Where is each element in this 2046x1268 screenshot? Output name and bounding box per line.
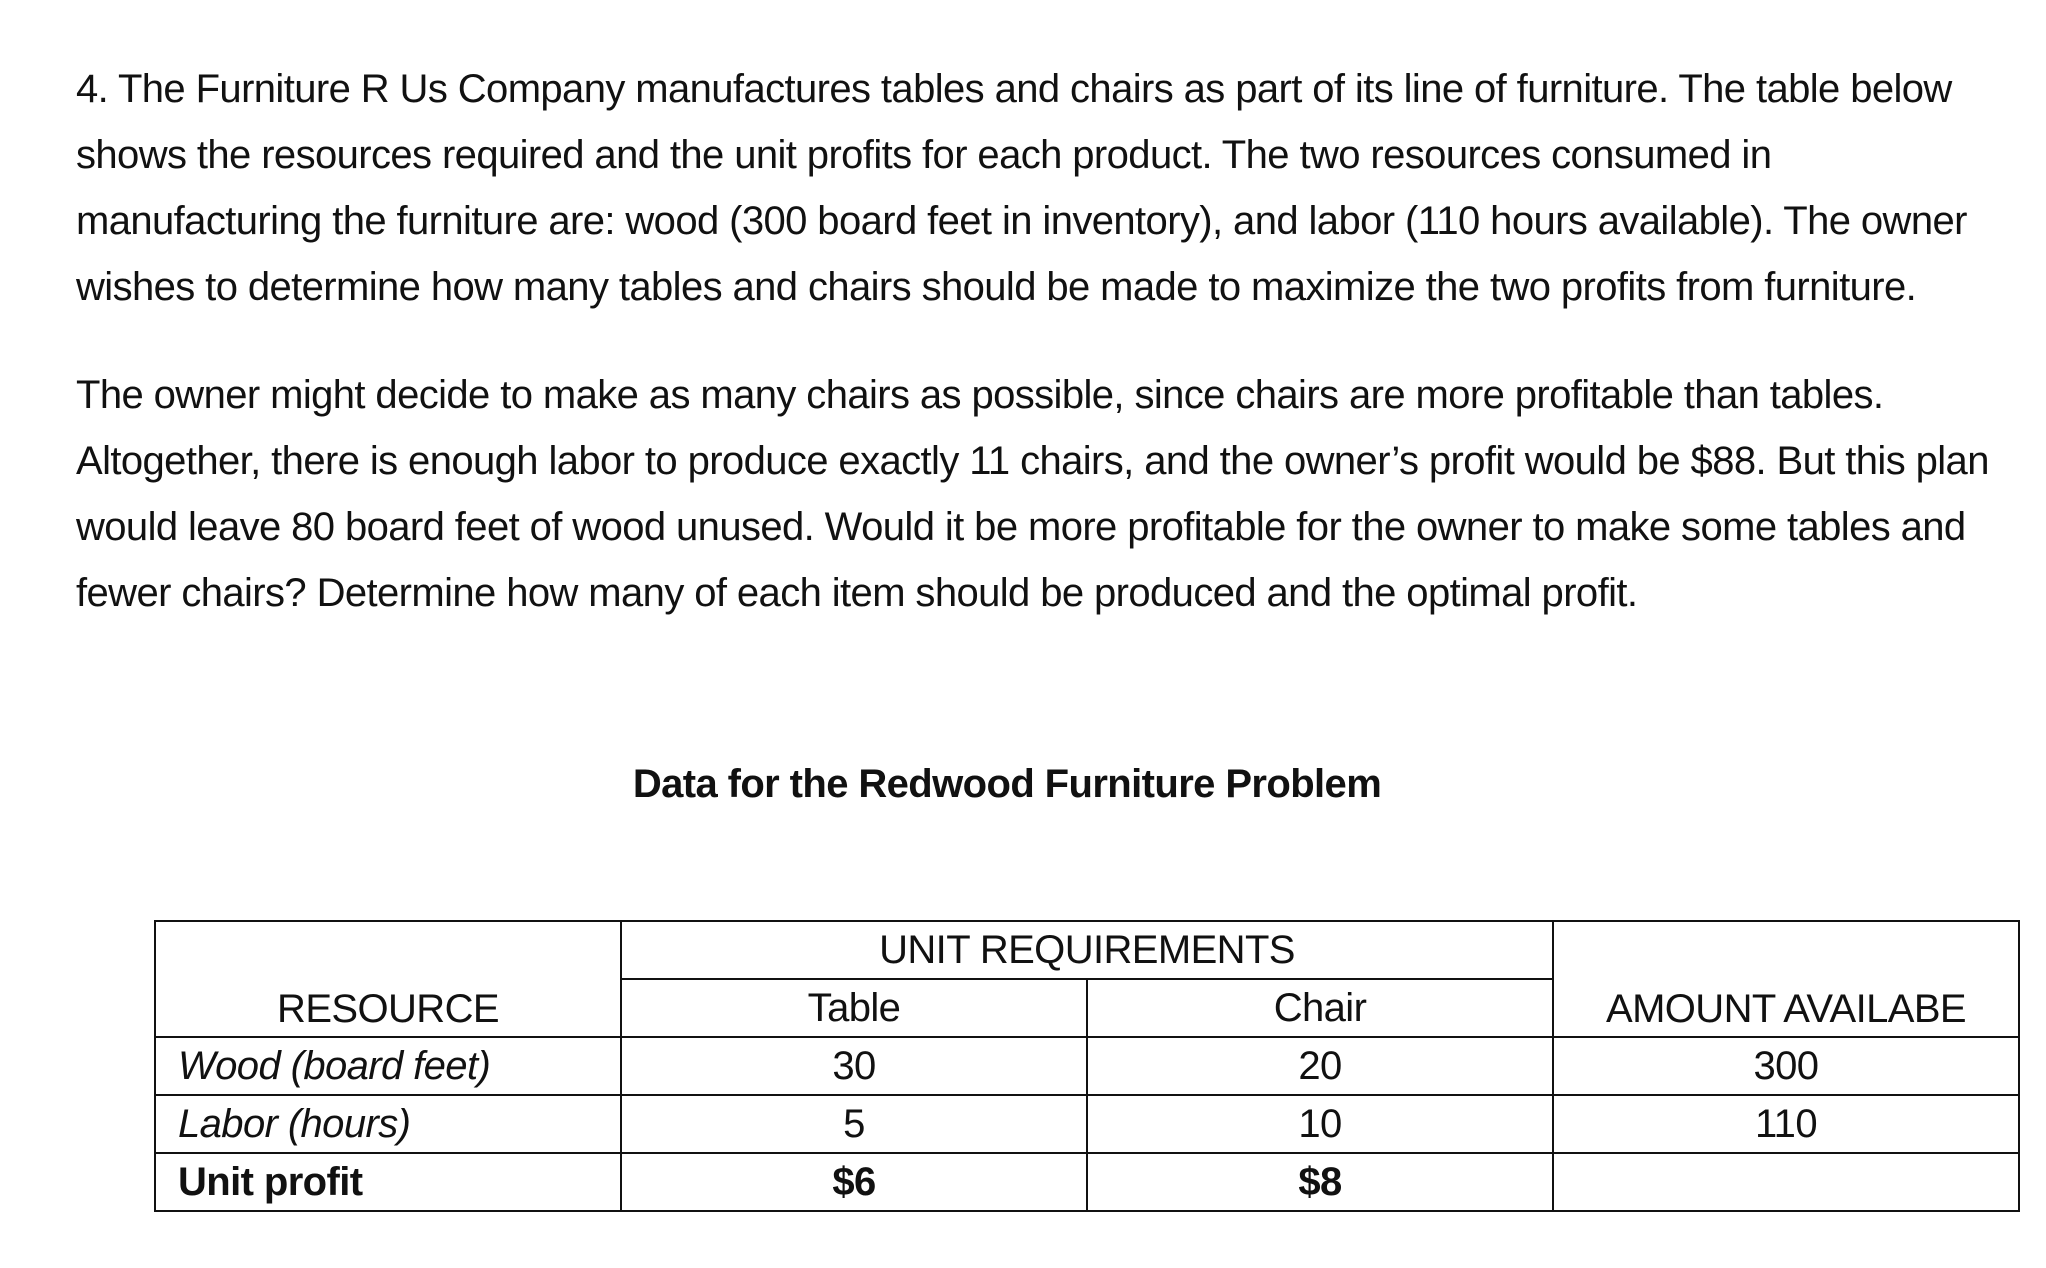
- cell-wood-chair: 20: [1087, 1037, 1553, 1095]
- table-header-row-1: [155, 921, 2019, 979]
- cell-labor-chair: 10: [1087, 1095, 1553, 1153]
- cell-wood-table: 30: [621, 1037, 1087, 1095]
- header-resource: RESOURCE: [155, 921, 621, 1037]
- cell-labor-table: 5: [621, 1095, 1087, 1153]
- table-row-labor: [155, 1095, 2019, 1153]
- problem-paragraph-2: The owner might decide to make as many chairs as possible, since chairs are more profitable than tables. Altogether, there is enough labor to produce exactly 11 chairs, and the owner’s profit would be $88. But this plan would leave 80 board feet of wood unused. Would it be more profitable for the owner to make some tables and fewer chairs? Determine how many of each item should be produced and the optimal profit.: [76, 373, 1989, 615]
- row-label-unit-profit: Unit profit: [155, 1153, 621, 1211]
- problem-paragraph-1: 4. The Furniture R Us Company manufactures tables and chairs as part of its line of furniture. The table below shows the resources required and the unit profits for each product. The two resources consumed in manufacturing the furniture are: wood (300 board feet in inventory), and labor (110 hours available). The owner wishes to determine how many tables and chairs should be made to maximize the two profits from furniture.: [76, 67, 1967, 309]
- cell-profit-table: $6: [621, 1153, 1087, 1211]
- cell-labor-amount: 110: [1553, 1095, 2019, 1153]
- header-chair: Chair: [1087, 979, 1553, 1037]
- cell-profit-chair: $8: [1087, 1153, 1553, 1211]
- table-title: Data for the Redwood Furniture Problem: [632, 762, 1382, 806]
- table-row-unit-profit: [155, 1153, 2019, 1211]
- header-unit-requirements: UNIT REQUIREMENTS: [621, 921, 1553, 979]
- row-label-wood: Wood (board feet): [155, 1037, 621, 1095]
- header-amount-available: AMOUNT AVAILABE: [1553, 921, 2019, 1037]
- document-page: [76, 56, 2016, 626]
- cell-wood-amount: 300: [1553, 1037, 2019, 1095]
- table-row-wood: [155, 1037, 2019, 1095]
- row-label-labor: Labor (hours): [155, 1095, 621, 1153]
- header-table: Table: [621, 979, 1087, 1037]
- furniture-data-table: [154, 920, 2020, 1212]
- cell-profit-amount: [1553, 1153, 2019, 1211]
